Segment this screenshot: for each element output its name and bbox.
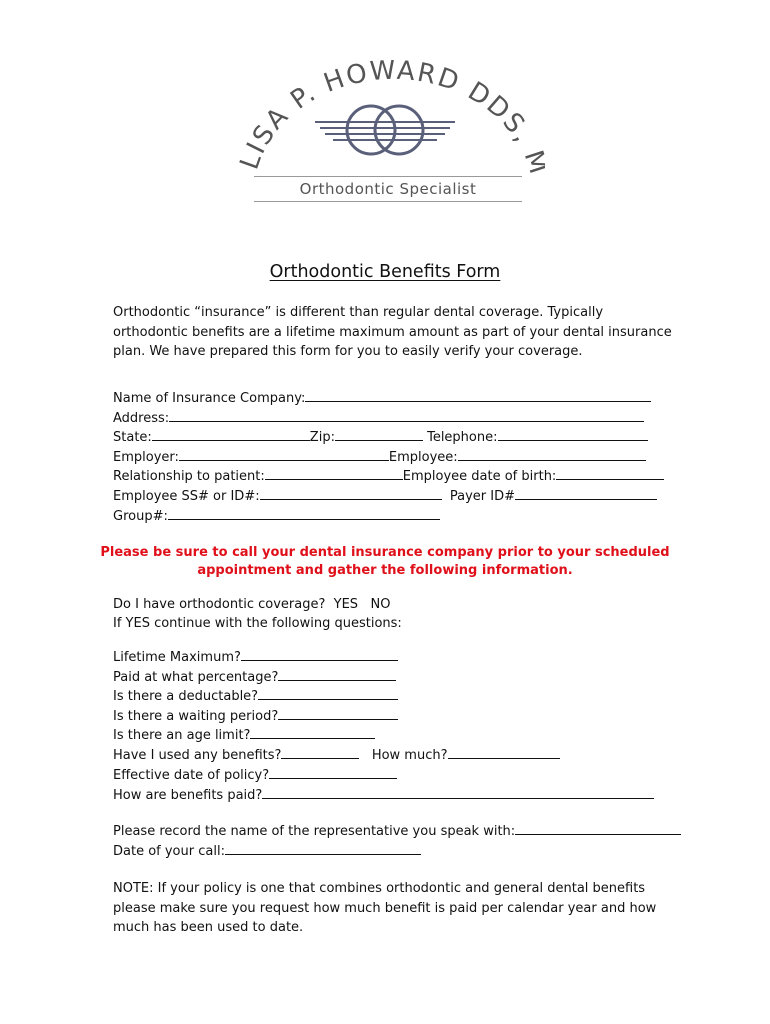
call-insurance-warning: Please be sure to call your dental insurance company prior to your scheduled appointment and gather the following information. (100, 545, 670, 578)
employee-ss-row (113, 487, 657, 507)
coverage-continue-text: If YES continue with the following questions: (113, 616, 402, 631)
age-limit-label: Is there an age limit? (113, 728, 251, 743)
deductable-field[interactable] (258, 687, 398, 700)
how-much-field[interactable] (448, 746, 560, 759)
employee-field[interactable] (458, 448, 646, 461)
waiting-period-field[interactable] (278, 707, 398, 720)
representative-field[interactable] (515, 822, 681, 835)
employee-ss-label: Employee SS# or ID#: (113, 489, 260, 504)
payer-id-field[interactable] (515, 487, 657, 500)
used-benefits-row (113, 746, 560, 766)
insurance-company-row (113, 389, 651, 409)
effective-date-field[interactable] (269, 766, 397, 779)
lifetime-max-field[interactable] (241, 648, 398, 661)
deductable-row (113, 687, 398, 707)
deductable-label: Is there a deductable? (113, 689, 259, 704)
call-date-field[interactable] (225, 842, 421, 855)
call-date-label: Date of your call: (113, 844, 225, 859)
rings-emblem (315, 106, 455, 154)
how-much-label: How much? (371, 748, 448, 763)
insurance-company-field[interactable] (305, 389, 651, 402)
address-label: Address: (113, 411, 170, 426)
zip-field[interactable] (335, 428, 423, 441)
state-field[interactable] (152, 428, 310, 441)
relationship-row (113, 467, 664, 487)
employer-row (113, 448, 646, 468)
group-field[interactable] (168, 507, 440, 520)
intro-paragraph: Orthodontic “insurance” is different than regular dental coverage. Typically orthodontic benefits are a lifetime maximum amount as part of your dental insurance plan. We have prepared this form for you to easily verify your coverage. (113, 305, 672, 359)
how-paid-row (113, 786, 654, 806)
percentage-field[interactable] (278, 668, 396, 681)
employer-field[interactable] (179, 448, 389, 461)
effective-date-row (113, 766, 397, 786)
telephone-field[interactable] (498, 428, 648, 441)
waiting-period-label: Is there a waiting period? (113, 709, 279, 724)
group-row (113, 507, 440, 527)
state-row (113, 428, 648, 448)
coverage-question: Do I have orthodontic coverage? (113, 597, 326, 612)
call-date-row (113, 842, 421, 862)
representative-label: Please record the name of the representative you speak with: (113, 824, 516, 839)
employee-ss-field[interactable] (260, 487, 442, 500)
employee-dob-label: Employee date of birth: (402, 469, 557, 484)
coverage-yes-option[interactable]: YES (333, 597, 359, 612)
percentage-row (113, 668, 396, 688)
relationship-label: Relationship to patient: (113, 469, 265, 484)
group-label: Group#: (113, 509, 168, 524)
telephone-label: Telephone: (427, 430, 498, 445)
relationship-field[interactable] (265, 467, 403, 480)
logo-arc-text: LISA P. HOWARD DDS, (234, 60, 539, 174)
age-limit-row (113, 726, 375, 746)
effective-date-label: Effective date of policy? (113, 768, 270, 783)
address-field[interactable] (169, 409, 644, 422)
used-benefits-field[interactable] (281, 746, 359, 759)
note-paragraph: NOTE: If your policy is one that combines orthodontic and general dental benefits please make sure you request how much benefit is paid per calendar year and how much has been used to date. (113, 881, 657, 935)
how-paid-label: How are benefits paid? (113, 788, 263, 803)
waiting-period-row (113, 707, 398, 727)
lifetime-max-row (113, 648, 398, 668)
address-row (113, 409, 644, 429)
zip-label: Zip: (309, 430, 335, 445)
used-benefits-label: Have I used any benefits? (113, 748, 282, 763)
percentage-label: Paid at what percentage? (113, 670, 279, 685)
representative-row (113, 822, 681, 842)
employer-label: Employer: (113, 450, 179, 465)
how-paid-field[interactable] (262, 786, 654, 799)
logo-subtitle: Orthodontic Specialist (254, 176, 522, 202)
state-label: State: (113, 430, 152, 445)
lifetime-max-label: Lifetime Maximum? (113, 650, 241, 665)
form-title: Orthodontic Benefits Form (269, 262, 501, 282)
payer-id-label: Payer ID# (449, 489, 515, 504)
coverage-no-option[interactable]: NO (370, 597, 391, 612)
coverage-question-row (113, 595, 390, 615)
employee-dob-field[interactable] (556, 467, 664, 480)
employee-label: Employee: (388, 450, 458, 465)
age-limit-field[interactable] (250, 726, 375, 739)
insurance-company-label: Name of Insurance Company: (113, 391, 306, 406)
